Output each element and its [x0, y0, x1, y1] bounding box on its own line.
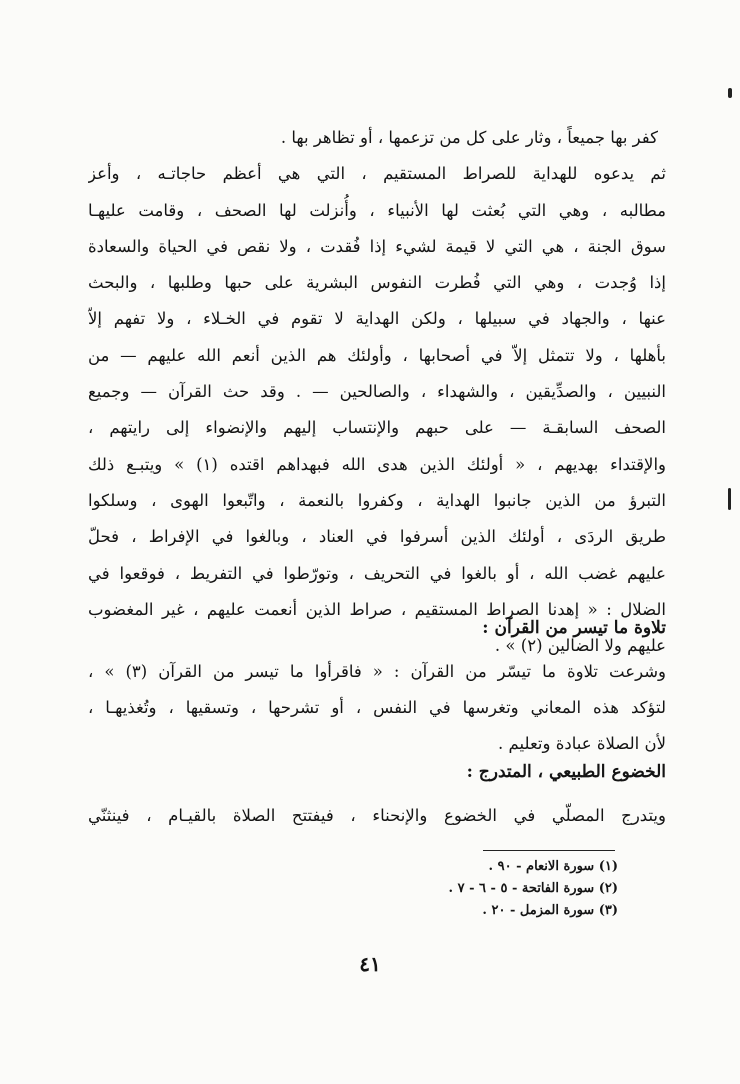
footnotes	[300, 856, 618, 922]
text-line: مطالبه ، وهي التي بُعثت لها الأنبياء ، وأُنزلت لها الصحف ، وقامت عليهـا	[88, 200, 666, 220]
margin-mark	[728, 88, 732, 98]
text-line: إذا وُجدت ، وهي التي فُطرت النفوس البشرية على حبها وطلبها ، والبحث	[88, 273, 666, 293]
text-line: الصحف السابقـة — على حبهم والإنتساب إليهم والإنضواء إلى رايتهم ،	[88, 418, 666, 438]
text-line: عليهم ولا الضالين (٢) » .	[494, 636, 666, 656]
section-heading: الخضوع الطبيعي ، المتدرج :	[466, 762, 666, 782]
text-line: عنها ، والجهاد في سبيلها ، ولكن الهداية لا تقوم في الخـلاء ، ولا تفهم إلاّ	[88, 309, 666, 329]
footnote: (٣) سورة المزمل - ٢٠ .	[482, 903, 618, 918]
section-paragraph	[88, 798, 666, 834]
text-line: لأن الصلاة عبادة وتعليم .	[498, 734, 666, 753]
text-line: ثم يدعوه للهداية للصراط المستقيم ، التي هي أعظم حاجاتـه ، وأعز	[88, 164, 666, 184]
footnote-divider	[483, 850, 615, 851]
section-paragraph	[88, 654, 666, 762]
text-line: بأهلها ، ولا تتمثل إلاّ في أصحابها ، وأولئك هم الذين أنعم الله عليهم — من	[88, 345, 666, 365]
text-line: كفر بها جميعاً ، وثار على كل من تزعمها ، أو تظاهر بها .	[280, 128, 658, 147]
text-line: وشرعت تلاوة ما تيسّر من القرآن : « فاقرأوا ما تيسر من القرآن (٣) » ،	[88, 662, 666, 681]
text-line: لتؤكد هذه المعاني وتغرسها في النفس ، أو تشرحها ، وتسقيها ، وتُغذيهـا ،	[88, 698, 666, 717]
text-line: عليهم غضب الله ، أو بالغوا في التحريف ، وتورّطوا في التفريط ، فوقعوا في	[88, 563, 666, 583]
text-line: سوق الجنة ، هي التي لا قيمة لشيء إذا فُقدت ، ولا نقص في الحياة والسعادة	[88, 236, 666, 256]
page-number: ٤١	[359, 952, 381, 976]
text-line: النبيين ، والصدِّيقين ، والشهداء ، والصالحين — . وقد حث القرآن — وجميع	[88, 382, 666, 402]
text-line: التبرؤ من الذين جانبوا الهداية ، وكفروا بالنعمة ، واتّبعوا الهوى ، وسلكوا	[88, 490, 666, 510]
text-line: والإقتداء بهديهم ، « أولئك الذين هدى الله فبهداهم اقتده (١) » ويتبـع ذلك	[88, 454, 666, 474]
section-heading: تلاوة ما تيسر من القرآن :	[482, 618, 666, 638]
text-line: الضلال : « إهدنا الصراط المستقيم ، صراط الذين أنعمت عليهم ، غير المغضوب	[88, 599, 666, 619]
text-line: طريق الردَى ، أولئك الذين أسرفوا في العناد ، وبالغوا في الإفراط ، فحلّ	[88, 527, 666, 547]
margin-mark	[728, 488, 731, 510]
footnote: (١) سورة الانعام - ٩٠ .	[488, 859, 618, 874]
footnote: (٢) سورة الفاتحة - ٥ - ٦ - ٧ .	[448, 881, 618, 896]
body-text	[88, 120, 666, 664]
text-line: ويتدرج المصلّي في الخضوع والإنحناء ، فيفتتح الصلاة بالقيـام ، فينثنّي	[88, 806, 666, 825]
